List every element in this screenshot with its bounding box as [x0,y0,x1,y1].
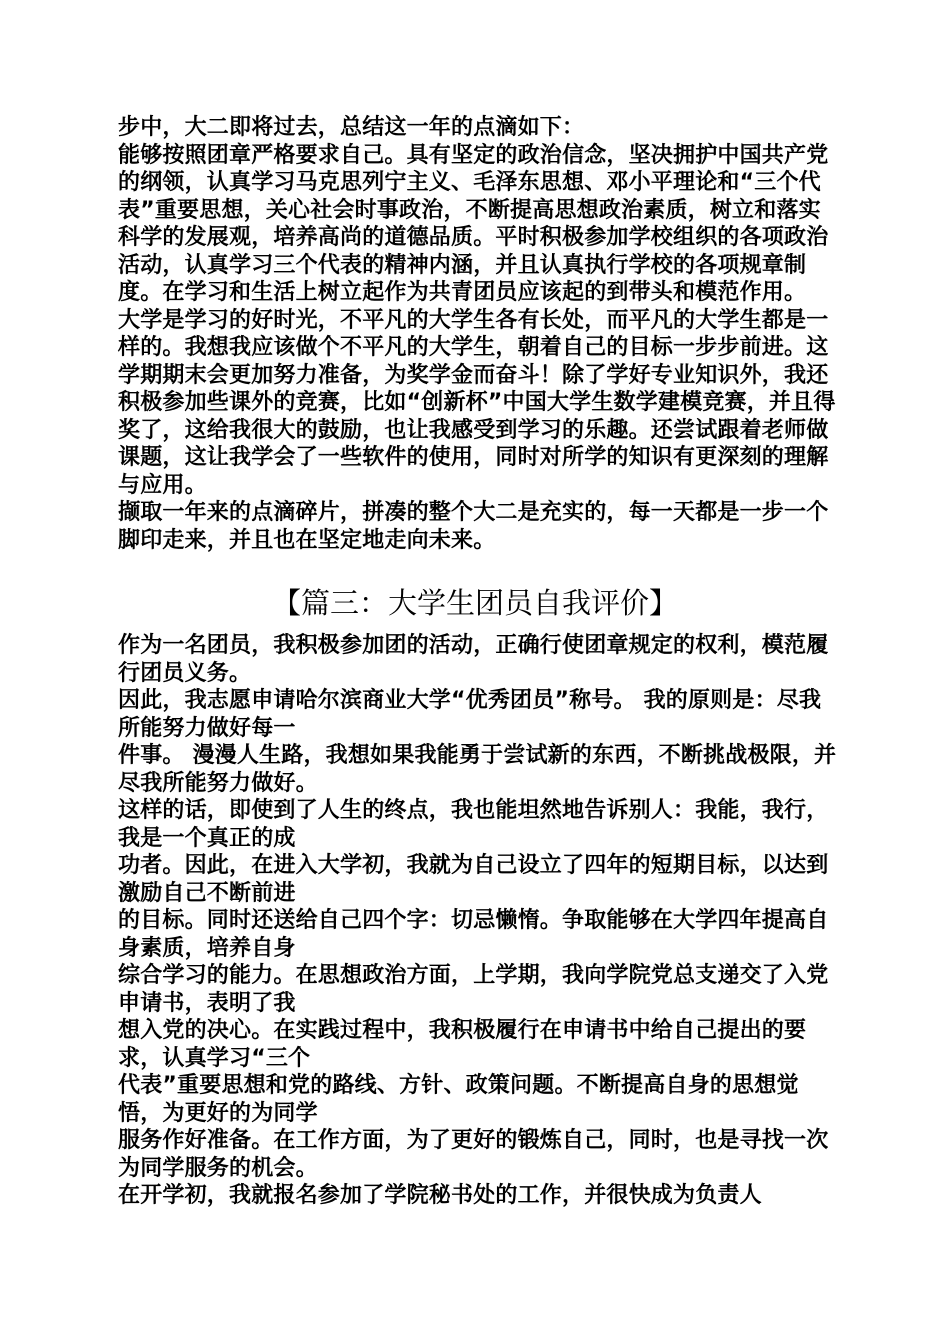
paragraph: 功者。因此，在进入大学初，我就为自己设立了四年的短期目标，以达到激励自己不断前进 [118,853,829,906]
paragraph: 想入党的决心。在实践过程中，我积极履行在申请书中给自己提出的要求，认真学习“三个 [118,1018,807,1071]
paragraph: 能够按照团章严格要求自己。具有坚定的政治信念，坚决拥护中国共产党的纲领，认真学习马克思列宁主义、毛泽东思想、邓小平理论和“三个代表”重要思想，关心社会时事政治，不断提高思想政治素质，树立和落实科学的发展观，培养高尚的道德品质。平时积极参加学校组织的各项政治活动，认真学习三个代表的精神内涵，并且认真执行学校的各项规章制度。在学习和生活上树立起作为共青团员应该起的到带头和模范作用。 [118,142,829,305]
body-text-bottom [118,632,838,1210]
paragraph: 撷取一年来的点滴碎片，拼凑的整个大二是充实的，每一天都是一步一个脚印走来，并且也在坚定地走向未来。 [118,500,829,553]
paragraph: 在开学初，我就报名参加了学院秘书处的工作，并很快成为负责人 [118,1183,762,1208]
paragraph: 服务作好准备。在工作方面，为了更好的锻炼自己，同时，也是寻找一次为同学服务的机会。 [118,1128,829,1181]
paragraph: 大学是学习的好时光，不平凡的大学生各有长处，而平凡的大学生都是一样的。我想我应该做个不平凡的大学生，朝着自己的目标一步步前进。这学期期末会更加努力准备，为奖学金而奋斗！除了学好专业知识外，我还积极参加些课外的竞赛，比如“创新杯”中国大学生数学建模竞赛，并且得奖了，这给我很大的鼓励，也让我感受到学习的乐趣。还尝试跟着老师做课题，这让我学会了一些软件的使用，同时对所学的知识有更深刻的理解与应用。 [118,307,836,498]
paragraph: 件事。 漫漫人生路，我想如果我能勇于尝试新的东西，不断挑战极限，并尽我所能努力做好。 [118,743,837,796]
paragraph: 步中，大二即将过去，总结这一年的点滴如下： [118,115,585,140]
paragraph: 的目标。同时还送给自己四个字：切忌懒惰。争取能够在大学四年提高自身素质，培养自身 [118,908,829,961]
paragraph: 这样的话，即使到了人生的终点，我也能坦然地告诉别人：我能，我行，我是一个真正的成 [118,798,829,851]
section-heading: 【篇三：大学生团员自我评价】 [271,586,678,620]
paragraph: 作为一名团员，我积极参加团的活动，正确行使团章规定的权利，模范履行团员义务。 [118,633,829,686]
paragraph: 综合学习的能力。在思想政治方面，上学期，我向学院党总支递交了入党申请书，表明了我 [118,963,829,1016]
paragraph: 代表”重要思想和党的路线、方针、政策问题。不断提高自身的思想觉悟，为更好的为同学 [118,1073,799,1126]
paragraph: 因此，我志愿申请哈尔滨商业大学“优秀团员”称号。 我的原则是：尽我所能努力做好每一 [118,688,822,741]
body-text-top [118,114,838,554]
